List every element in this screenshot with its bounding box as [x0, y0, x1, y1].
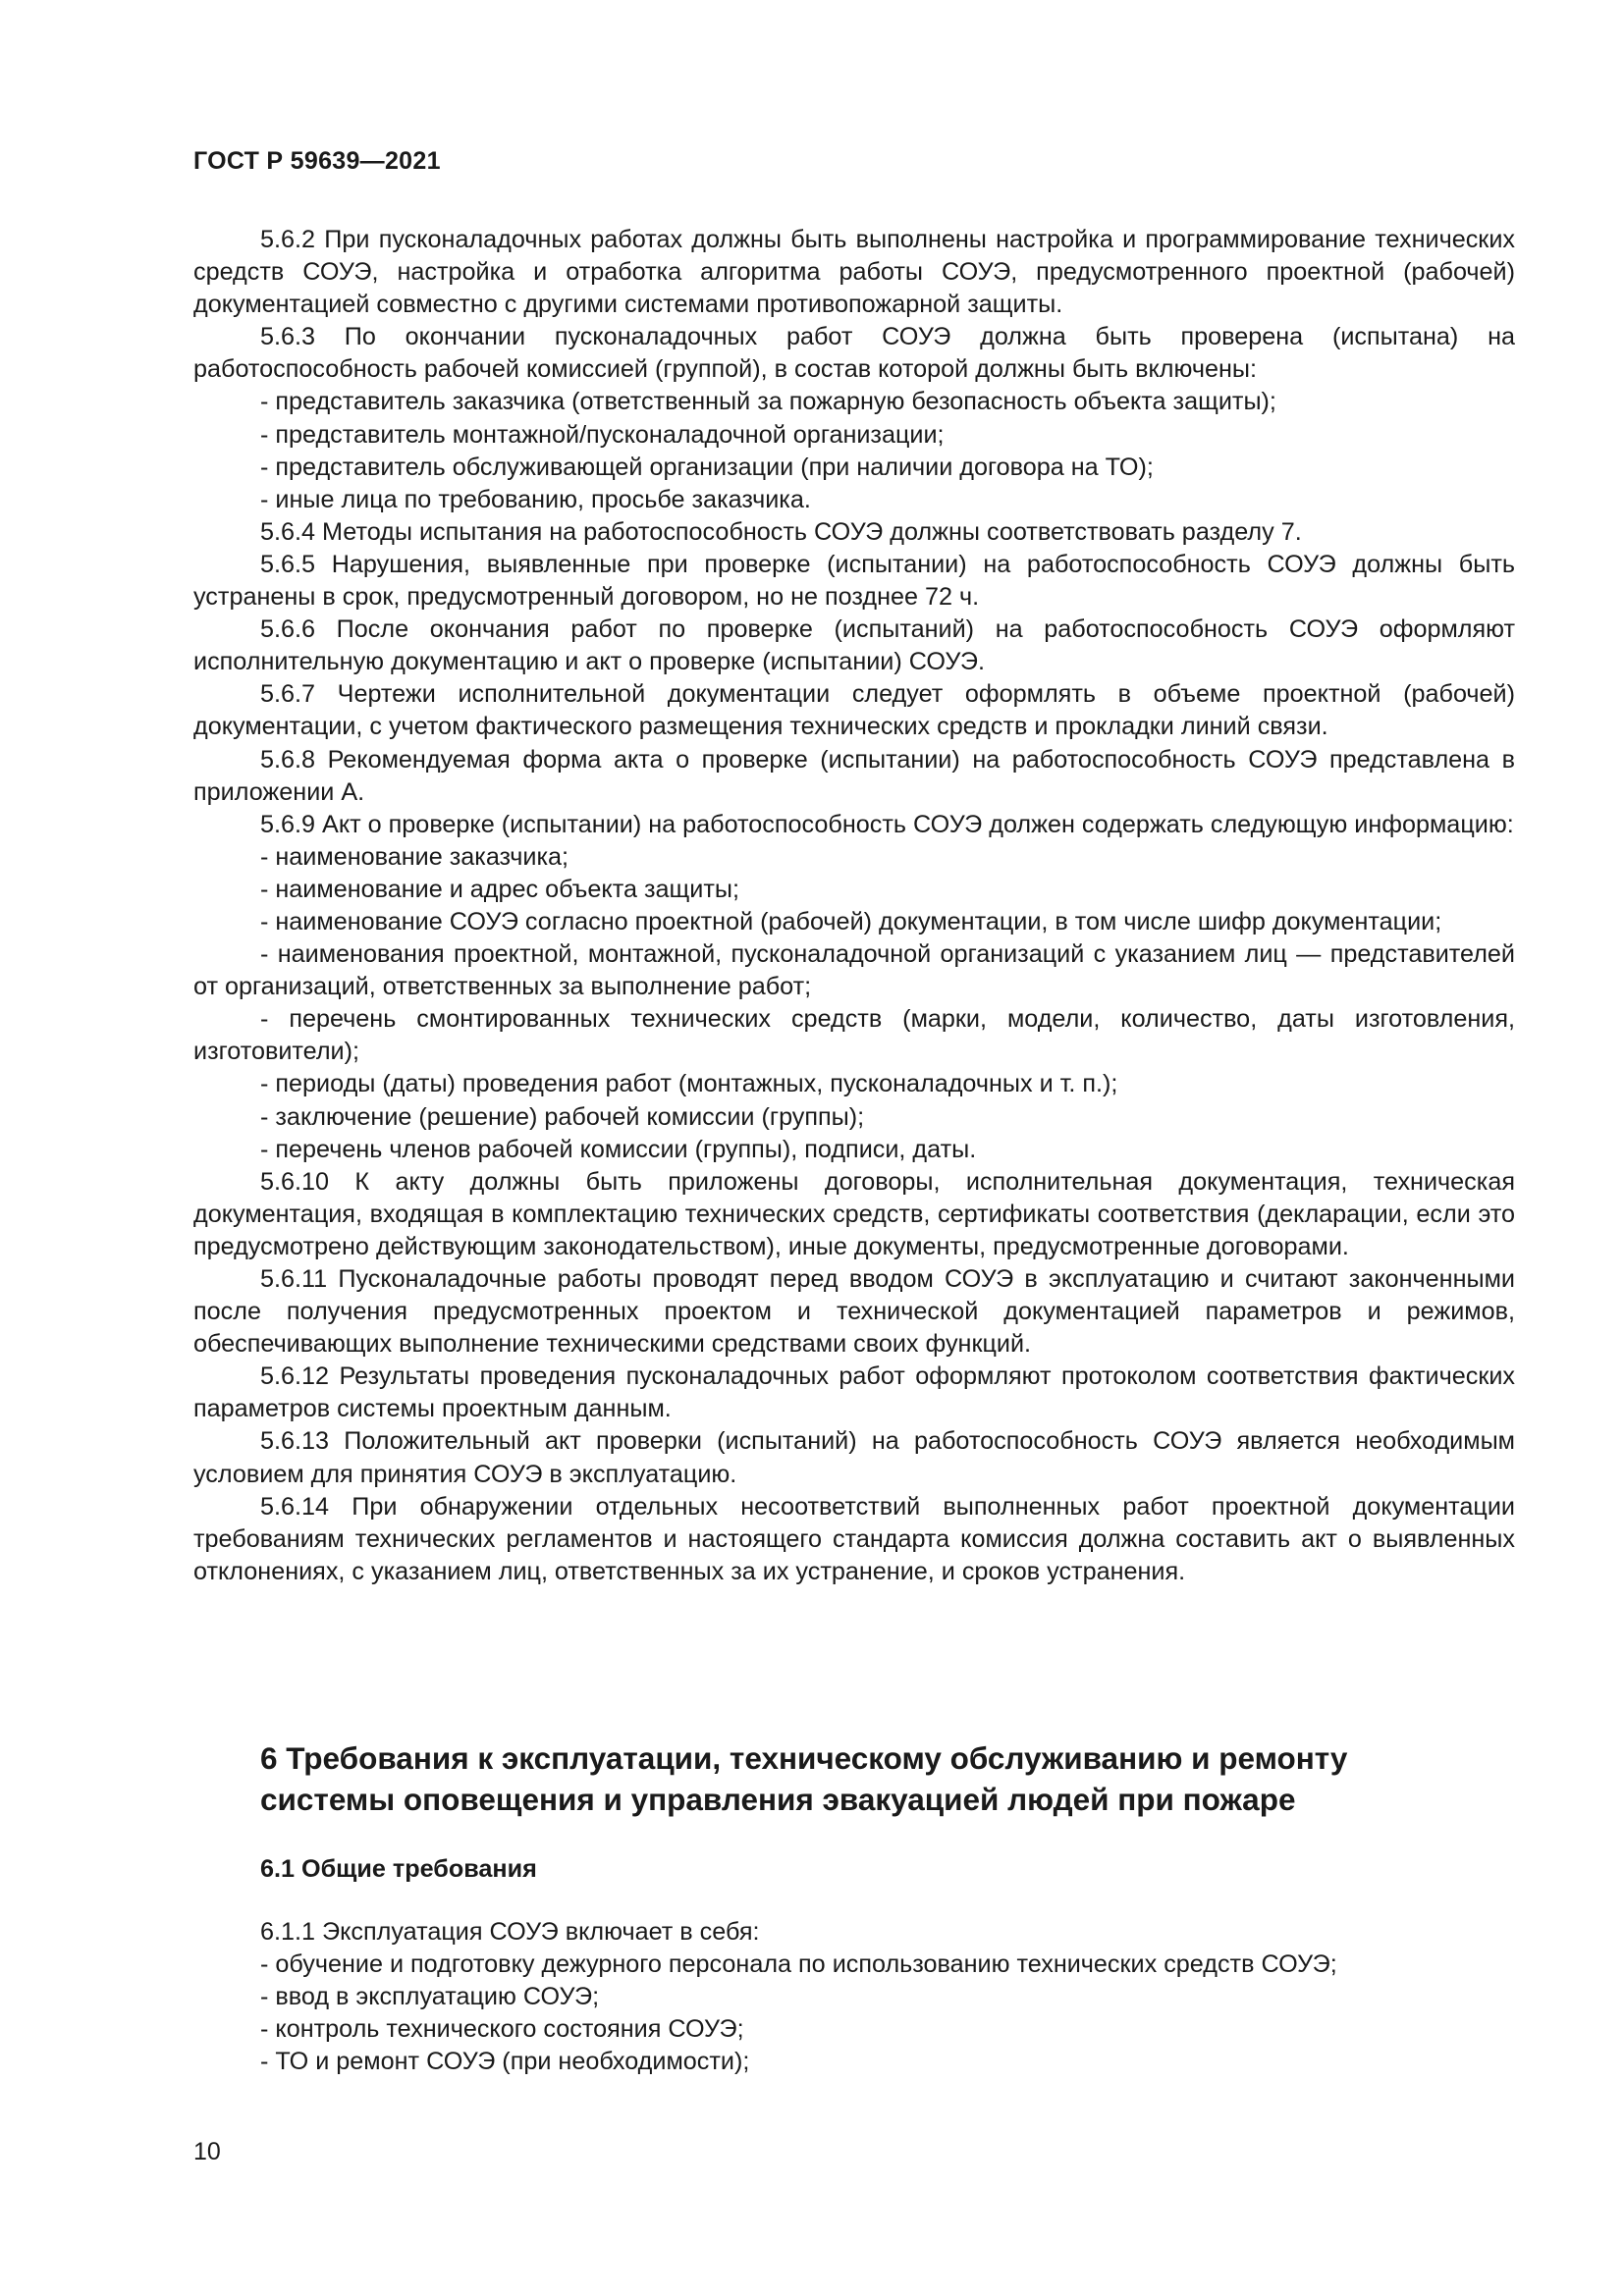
- paragraph-5-6-11: 5.6.11 Пусконаладочные работы проводят перед вводом СОУЭ в эксплуатацию и считают законченными после получения предусмотренных проектом и технической документацией параметров и режимов, обеспечивающих выполнение техническими средствами своих функций.: [193, 1265, 1515, 1359]
- paragraph-5-6-8: 5.6.8 Рекомендуемая форма акта о проверке (испытании) на работоспособность СОУЭ представлена в приложении А.: [193, 745, 1515, 806]
- paragraph-5-6-6: 5.6.6 После окончания работ по проверке (испытаний) на работоспособность СОУЭ оформляют исполнительную документацию и акт о проверке (испытании) СОУЭ.: [193, 615, 1515, 676]
- list-item: - ввод в эксплуатацию СОУЭ;: [260, 1983, 600, 2011]
- list-item: - перечень членов рабочей комиссии (группы), подписи, даты.: [260, 1135, 977, 1163]
- list-item: - наименования проектной, монтажной, пусконаладочной организаций с указанием лиц — представителей от организаций, ответственных за выполнение работ;: [193, 940, 1515, 1001]
- document-code-header: ГОСТ Р 59639—2021: [193, 147, 441, 175]
- section-6-1-body: [260, 1916, 1517, 2078]
- paragraph-5-6-10: 5.6.10 К акту должны быть приложены договоры, исполнительная документация, техническая документация, входящая в комплектацию технических средств, сертификаты соответствия (декларации, если это предусмотрено действующим законодательством), иные документы, предусмотренные договорами.: [193, 1167, 1515, 1260]
- paragraph-5-6-5: 5.6.5 Нарушения, выявленные при проверке (испытании) на работоспособность СОУЭ должны быть устранены в срок, предусмотренный договором, но не позднее 72 ч.: [193, 550, 1515, 612]
- list-item: - иные лица по требованию, просьбе заказчика.: [260, 485, 811, 513]
- paragraph-5-6-2: 5.6.2 При пусконаладочных работах должны быть выполнены настройка и программирование технических средств СОУЭ, настройка и отработка алгоритма работы СОУЭ, предусмотренного проектной (рабочей) документацией совместно с другими системами противопожарной защиты.: [193, 226, 1515, 319]
- list-item: - заключение (решение) рабочей комиссии (группы);: [260, 1102, 865, 1131]
- section-5-6-body: [193, 224, 1515, 1588]
- paragraph-5-6-14: 5.6.14 При обнаружении отдельных несоответствий выполненных работ проектной документации требованиям технических регламентов и настоящего стандарта комиссия должна составить акт о выявленных отклонениях, с указанием лиц, ответственных за их устранение, и сроков устранения.: [193, 1492, 1515, 1585]
- list-item: - периоды (даты) проведения работ (монтажных, пусконаладочных и т. п.);: [260, 1070, 1118, 1098]
- section-6-heading: 6 Требования к эксплуатации, техническому обслуживанию и ремонту системы оповещения и управления эвакуацией людей при пожаре: [260, 1740, 1348, 1817]
- list-item: - перечень смонтированных технических средств (марки, модели, количество, даты изготовления, изготовители);: [193, 1005, 1515, 1066]
- list-item: - представитель обслуживающей организации (при наличии договора на ТО);: [260, 453, 1154, 481]
- list-item: - наименование заказчика;: [260, 842, 569, 871]
- list-item: - представитель монтажной/пусконаладочной организации;: [260, 420, 945, 449]
- paragraph-5-6-9: 5.6.9 Акт о проверке (испытании) на работоспособность СОУЭ должен содержать следующую информацию:: [260, 810, 1514, 838]
- list-item: - обучение и подготовку дежурного персонала по использованию технических средств СОУЭ;: [260, 1950, 1337, 1979]
- paragraph-5-6-7: 5.6.7 Чертежи исполнительной документации следует оформлять в объеме проектной (рабочей) документации, с учетом фактического размещения технических средств и прокладки линий связи.: [193, 680, 1515, 741]
- paragraph-5-6-12: 5.6.12 Результаты проведения пусконаладочных работ оформляют протоколом соответствия фактических параметров системы проектным данным.: [193, 1362, 1515, 1423]
- list-item: - наименование СОУЭ согласно проектной (рабочей) документации, в том числе шифр документации;: [260, 907, 1442, 935]
- list-item: - ТО и ремонт СОУЭ (при необходимости);: [260, 2048, 750, 2076]
- list-item: - контроль технического состояния СОУЭ;: [260, 2015, 744, 2044]
- subsection-6-1-heading: 6.1 Общие требования: [260, 1855, 537, 1883]
- paragraph-5-6-4: 5.6.4 Методы испытания на работоспособность СОУЭ должны соответствовать разделу 7.: [260, 517, 1302, 546]
- paragraph-5-6-13: 5.6.13 Положительный акт проверки (испытаний) на работоспособность СОУЭ является необходимым условием для принятия СОУЭ в эксплуатацию.: [193, 1427, 1515, 1488]
- page-number: 10: [193, 2138, 221, 2165]
- paragraph-5-6-3: 5.6.3 По окончании пусконаладочных работ СОУЭ должна быть проверена (испытана) на работоспособность рабочей комиссией (группой), в состав которой должны быть включены:: [193, 323, 1515, 384]
- list-item: - наименование и адрес объекта защиты;: [260, 875, 739, 903]
- list-item: - представитель заказчика (ответственный за пожарную безопасность объекта защиты);: [260, 388, 1276, 416]
- paragraph-6-1-1: 6.1.1 Эксплуатация СОУЭ включает в себя:: [260, 1918, 760, 1946]
